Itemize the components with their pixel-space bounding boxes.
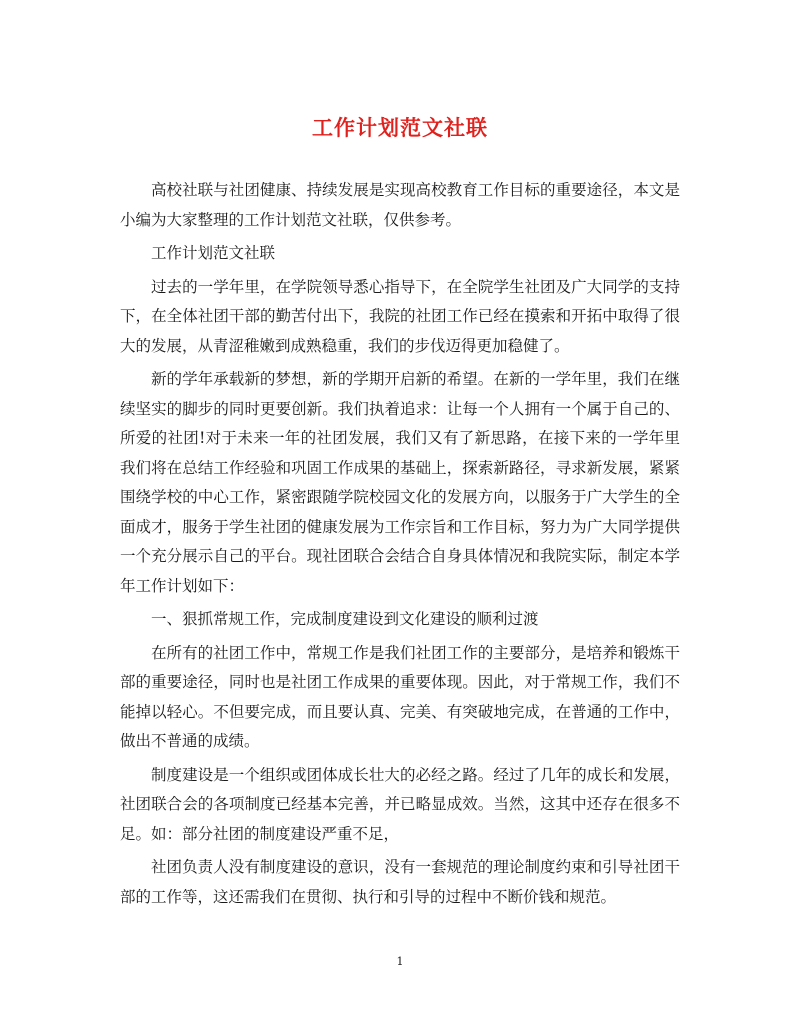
- paragraph-intro: 高校社联与社团健康、持续发展是实现高校教育工作目标的重要途径，本文是小编为大家整理的工作计划范文社联，仅供参考。: [120, 181, 680, 229]
- paragraph-past-year: 过去的一学年里，在学院领导悉心指导下，在全院学生社团及广大同学的支持下，在全体社团干部的勤苦付出下，我院的社团工作已经在摸索和开拓中取得了很大的发展，从青涩稚嫩到成熟稳重，我们的步伐迈得更加稳健了。: [120, 277, 680, 355]
- paragraph-routine-work: 在所有的社团工作中，常规工作是我们社团工作的主要部分，是培养和锻炼干部的重要途径，同时也是社团工作成果的重要体现。因此，对于常规工作，我们不能掉以轻心。不但要完成，而且要认真、完美、有突破地完成，在普通的工作中，做出不普通的成绩。: [120, 643, 680, 750]
- paragraph-subtitle: 工作计划范文社联: [151, 244, 276, 262]
- paragraph-section-heading: 一、狠抓常规工作，完成制度建设到文化建设的顺利过渡: [151, 610, 539, 628]
- paragraph-system-building: 制度建设是一个组织或团体成长壮大的必经之路。经过了几年的成长和发展，社团联合会的各项制度已经基本完善，并已略显成效。当然，这其中还存在很多不足。如：部分社团的制度建设严重不足，: [120, 765, 680, 843]
- paragraph-leaders: 社团负责人没有制度建设的意识，没有一套规范的理论制度约束和引导社团干部的工作等，这还需我们在贯彻、执行和引导的过程中不断价钱和规范。: [120, 858, 680, 906]
- paragraph-new-year: 新的学年承载新的梦想，新的学期开启新的希望。在新的一学年里，我们在继续坚实的脚步的同时更要创新。我们执着追求：让每一个人拥有一个属于自己的、所爱的社团!对于未来一年的社团发展，我们又有了新思路，在接下来的一学年里我们将在总结工作经验和巩固工作成果的基础上，探索新路径，寻求新发展，紧紧围绕学校的中心工作，紧密跟随学院校园文化的发展方向，以服务于广大学生的全面成才，服务于学生社团的健康发展为工作宗旨和工作目标，努力为广大同学提供一个充分展示自己的平台。现社团联合会结合自身具体情况和我院实际，制定本学年工作计划如下：: [120, 370, 680, 595]
- page-number: 1: [396, 955, 404, 968]
- document-title: 工作计划范文社联: [312, 115, 488, 140]
- document-body: [120, 176, 680, 916]
